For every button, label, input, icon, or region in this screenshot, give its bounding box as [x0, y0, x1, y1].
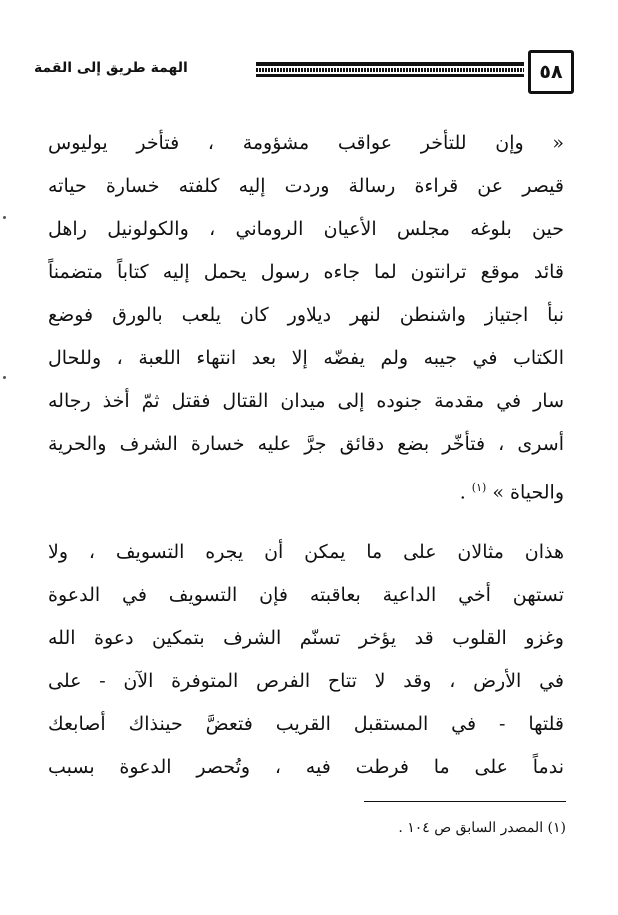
sentence-end: . — [459, 481, 466, 504]
text-line: تستهن أخي الداعية بعاقبته فإن التسويف في الدعوة — [48, 584, 564, 606]
text-line-words: والحياة » — [492, 481, 564, 504]
text-line: هذان مثالان على ما يمكن أن يجره التسويف ، ولا — [48, 541, 564, 563]
running-title: الهمة طريق إلى القمة — [34, 60, 188, 76]
body-text — [48, 122, 564, 789]
margin-dot — [3, 216, 6, 219]
text-line: حين بلوغه مجلس الأعيان الروماني ، والكولونيل راهل — [48, 218, 564, 240]
rule-top — [256, 62, 524, 66]
text-line: قلتها - في المستقبل القريب فتعضَّ حينذاك أصابعك — [48, 713, 564, 735]
text-line: نبأ اجتياز واشنطن لنهر ديلاور كان يلعب بالورق فوضع — [48, 304, 564, 326]
text-line: الكتاب في جيبه ولم يفضّه إلا بعد انتهاء اللعبة ، وللحال — [48, 347, 564, 369]
footnote-reference: (١) — [471, 481, 487, 494]
header-decorative-rule — [256, 62, 524, 78]
footnote: (١) المصدر السابق ص ١٠٤ . — [398, 820, 566, 836]
text-line: ندماً على ما فرطت فيه ، وتُحصر الدعوة بسبب — [48, 756, 564, 778]
rule-bottom — [256, 74, 524, 77]
text-line — [48, 466, 564, 509]
text-line: في الأرض ، وقد لا تتاح الفرص المتوفرة الآن - على — [48, 670, 564, 692]
rule-middle — [256, 68, 524, 72]
text-line: « وإن للتأخر عواقب مشؤومة ، فتأخر يوليوس — [48, 132, 564, 154]
paragraph-comment — [48, 531, 564, 789]
page-number-box: ٥٨ — [528, 50, 574, 94]
text-line: سار في مقدمة جنوده إلى ميدان القتال فقتل ثمّ أخذ رجاله — [48, 390, 564, 412]
text-line: قيصر عن قراءة رسالة وردت إليه كلفته خسارة حياته — [48, 175, 564, 197]
paragraph-quote — [48, 122, 564, 509]
footnote-separator — [364, 801, 566, 802]
text-line: أسرى ، فتأخّر بضع دقائق جرَّ عليه خسارة الشرف والحرية — [48, 433, 564, 455]
margin-dot — [3, 376, 6, 379]
paragraph-gap — [48, 509, 564, 531]
text-line: قائد موقع ترانتون لما جاءه رسول يحمل إليه كتاباً متضمناً — [48, 261, 564, 283]
text-line: وغزو القلوب قد يؤخر تسنّم الشرف بتمكين دعوة الله — [48, 627, 564, 649]
page-header — [34, 46, 574, 98]
